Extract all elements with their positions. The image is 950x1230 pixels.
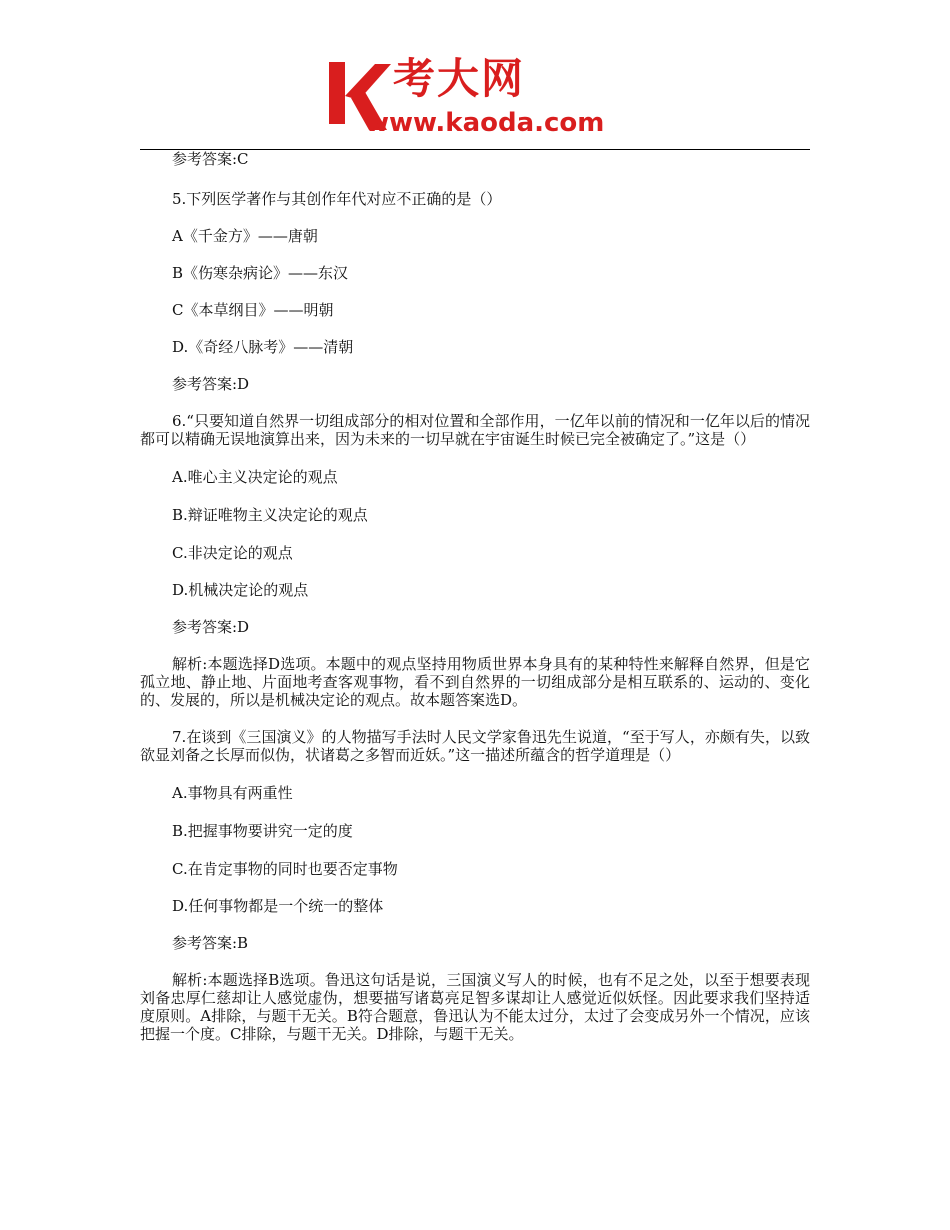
q5-option-a: A《千金方》——唐朝 xyxy=(172,227,318,245)
kaoda-logo xyxy=(325,52,645,144)
q6-explanation: 解析:本题选择D选项。本题中的观点坚持用物质世界本身具有的某种特性来解释自然界，但是它孤立地、静止地、片面地考查客观事物，看不到自然界的一切组成部分是相互联系的、运动的、变化的、发展的，所以是机械决定论的观点。故本题答案选D。 xyxy=(140,655,810,709)
logo-brand-text: 考大网 xyxy=(393,54,526,103)
q7-option-a: A.事物具有两重性 xyxy=(172,784,293,802)
document-body xyxy=(140,150,810,1043)
q5-answer: 参考答案:D xyxy=(172,375,250,393)
q6-option-a: A.唯心主义决定论的观点 xyxy=(172,468,338,486)
q7-answer: 参考答案:B xyxy=(172,934,249,952)
q6-option-b: B.辩证唯物主义决定论的观点 xyxy=(172,506,368,524)
q7-option-d: D.任何事物都是一个统一的整体 xyxy=(172,897,384,915)
answer-line: 参考答案:C xyxy=(172,150,249,168)
q7-option-b: B.把握事物要讲究一定的度 xyxy=(172,822,353,840)
q7-explanation: 解析:本题选择B选项。鲁迅这句话是说，三国演义写人的时候，也有不足之处，以至于想要表现刘备忠厚仁慈却让人感觉虚伪，想要描写诸葛亮足智多谋却让人感觉近似妖怪。因此要求我们坚持适度原则。A排除，与题干无关。B符合题意，鲁迅认为不能太过分，太过了会变成另外一个情况，应该把握一个度。C排除，与题干无关。D排除，与题干无关。 xyxy=(140,971,810,1043)
question-5: 5.下列医学著作与其创作年代对应不正确的是（） xyxy=(172,190,502,208)
q6-answer: 参考答案:D xyxy=(172,618,250,636)
question-6: 6.“只要知道自然界一切组成部分的相对位置和全部作用，一亿年以前的情况和一亿年以后的情况都可以精确无误地演算出来，因为未来的一切早就在宇宙诞生时候已完全被确定了。”这是（） xyxy=(140,412,810,448)
question-7: 7.在谈到《三国演义》的人物描写手法时人民文学家鲁迅先生说道，“至于写人，亦颇有失，以致欲显刘备之长厚而似伪，状诸葛之多智而近妖。”这一描述所蕴含的哲学道理是（） xyxy=(140,728,810,764)
q6-option-c: C.非决定论的观点 xyxy=(172,544,293,562)
logo-url-text: www.kaoda.com xyxy=(365,108,605,138)
page-header xyxy=(0,0,950,150)
q6-option-d: D.机械决定论的观点 xyxy=(172,581,309,599)
q5-option-d: D.《奇经八脉考》——清朝 xyxy=(172,338,354,356)
q7-option-c: C.在肯定事物的同时也要否定事物 xyxy=(172,860,398,878)
q5-option-b: B《伤寒杂病论》——东汉 xyxy=(172,264,349,282)
q5-option-c: C《本草纲目》——明朝 xyxy=(172,301,334,319)
